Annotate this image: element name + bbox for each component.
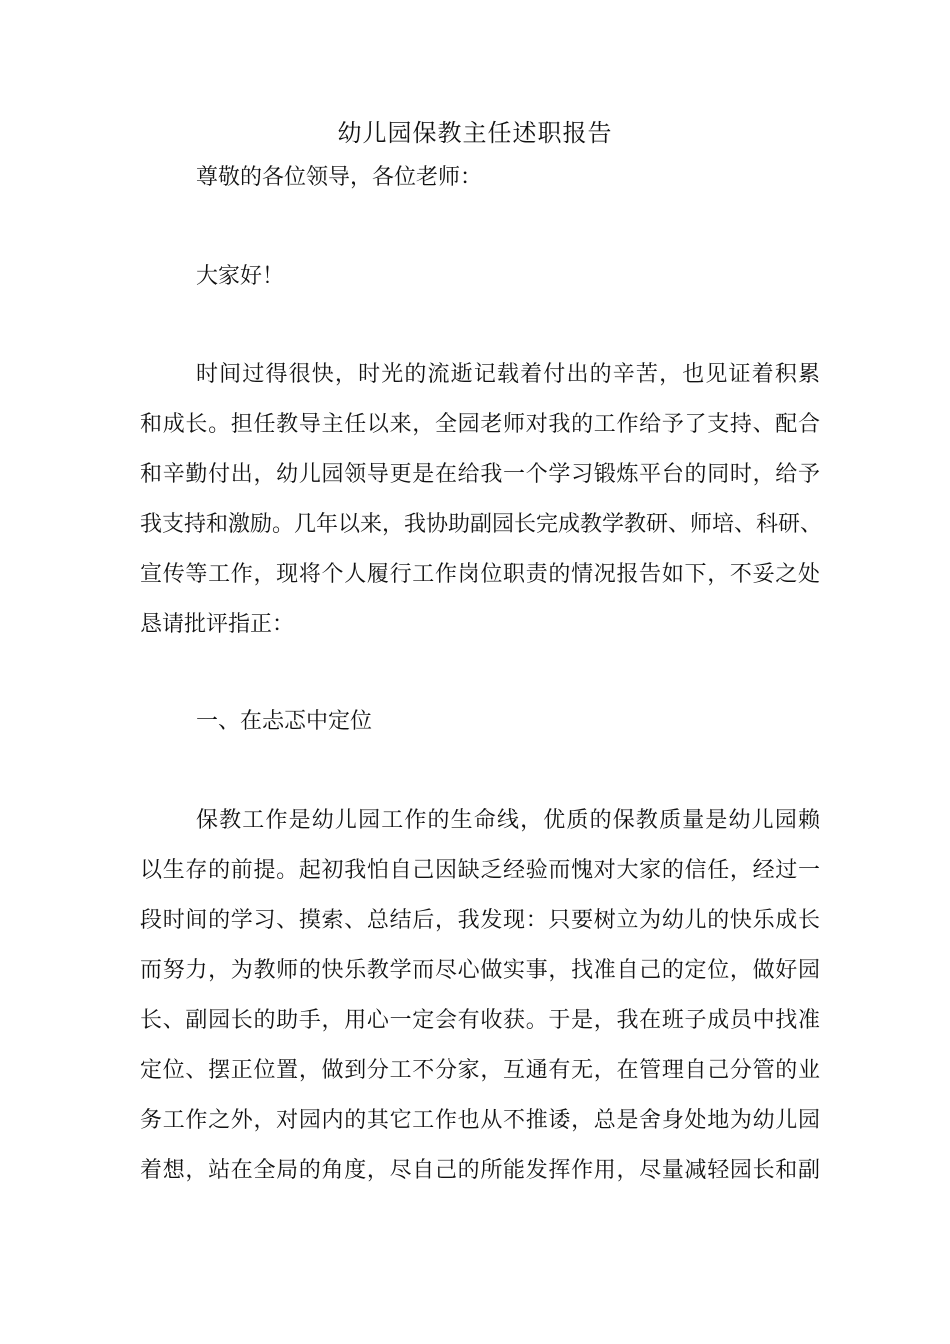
paragraph-1-line: 我支持和激励。几年以来，我协助副园长完成教学教研、师培、科研、	[140, 512, 823, 537]
greeting: 大家好！	[196, 264, 285, 289]
paragraph-1-line: 宣传等工作，现将个人履行工作岗位职责的情况报告如下，不妥之处	[140, 562, 820, 587]
paragraph-2-line: 保教工作是幼儿园工作的生命线，优质的保教质量是幼儿园赖	[196, 808, 820, 833]
paragraph-1-line: 和辛勤付出，幼儿园领导更是在给我一个学习锻炼平台的同时，给予	[140, 462, 820, 487]
paragraph-2-line: 着想，站在全局的角度，尽自己的所能发挥作用，尽量减轻园长和副	[140, 1158, 820, 1183]
section-heading: 一、在忐忑中定位	[196, 709, 373, 734]
paragraph-2-line: 定位、摆正位置，做到分工不分家，互通有无，在管理自己分管的业	[140, 1058, 820, 1083]
paragraph-2-line: 务工作之外，对园内的其它工作也从不推诿，总是舍身处地为幼儿园	[140, 1108, 820, 1133]
paragraph-2-line: 以生存的前提。起初我怕自己因缺乏经验而愧对大家的信任，经过一	[140, 858, 820, 883]
paragraph-2-line: 段时间的学习、摸索、总结后，我发现：只要树立为幼儿的快乐成长	[140, 908, 820, 933]
paragraph-2-line: 而努力，为教师的快乐教学而尽心做实事，找准自己的定位，做好园	[140, 958, 820, 983]
paragraph-1-line: 和成长。担任教导主任以来，全园老师对我的工作给予了支持、配合	[140, 412, 820, 437]
paragraph-1-line: 时间过得很快，时光的流逝记载着付出的辛苦，也见证着积累	[196, 362, 820, 387]
salutation: 尊敬的各位领导，各位老师：	[196, 165, 483, 190]
paragraph-1-line: 恳请批评指正：	[140, 612, 295, 637]
document-title: 幼儿园保教主任述职报告	[337, 119, 613, 147]
paragraph-2-line: 长、副园长的助手，用心一定会有收获。于是，我在班子成员中找准	[140, 1008, 820, 1033]
